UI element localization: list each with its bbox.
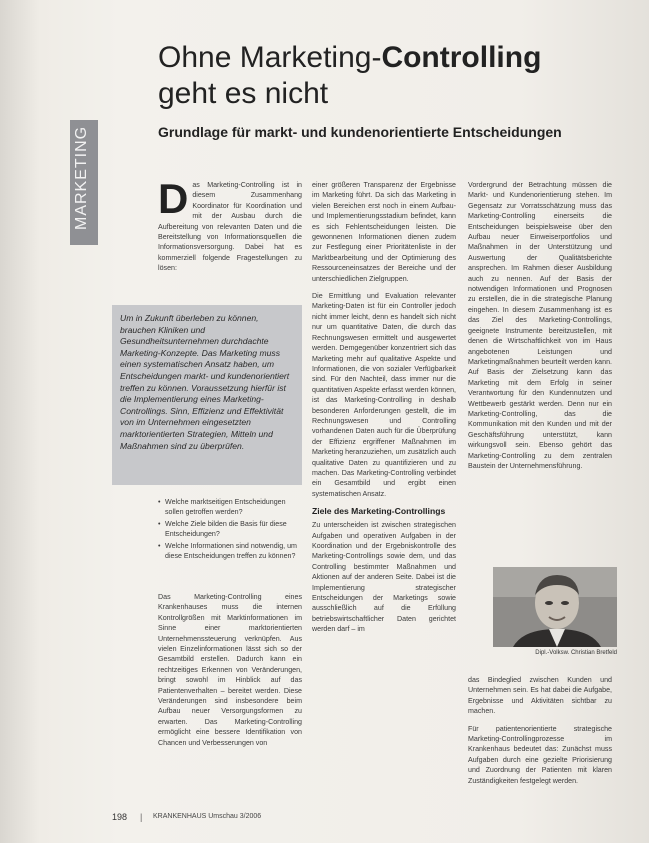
paragraph: Zu unterscheiden ist zwischen strategischen Aufgaben und operativen Aufgaben in der Koordination und der Ergebniskontrolle des Marketing-Controllings sowie dem, und das Controlling bestimmter Maßnahmen und Aktionen auf der anderen Seite. Dabei ist die Implementierung strategischer Entscheidungen der Marketings sowie ausschließlich auf die Erfüllung betriebswirtschaftlicher Daten gerichtet werden darf – im — [312, 521, 456, 634]
dropcap: D — [158, 180, 189, 222]
paragraph: Die Ermittlung und Evaluation relevanter Marketing-Daten ist für ein Controller jedoch nicht immer leicht, denn es handelt sich nicht nur um quantitative Daten, die durch das Rechnungswesen ermittelt und ausgewertet werden. Demgegenüber konzentriert sich das Marketing mehr auf qualitative Aspekte und Informationen, die von sozialer Verfügbarkeit sind. Für den Nachteil, dass immer nur die quantitativen Aspekte erfasst werden können, ist das Marketing-Controlling in deshalb besonderen Anforderungen gestellt, die im Rechnungswesen und Controlling vorhandenen Daten auch für die Überprüfung der Effizienz ergriffener Maßnahmen im Marketing heranzuziehen, um zusätzlich auch qualitative Daten zu quantifizieren und zu machen. Das Marketing-Controlling verbindet ein Gesamtbild und ergibt einen systematischen Ansatz. — [312, 292, 456, 498]
title-part1: Ohne Marketing- — [158, 41, 382, 74]
section-tab — [70, 120, 98, 245]
list-item: • Welche Ziele bilden die Basis für diese Entscheidungen? — [158, 519, 302, 540]
intro-text: as Marketing-Controlling ist in diesem Zusammenhang Koordinator für Koordination und mit der Ausbau durch die Aufbereitung von relevanten Daten und die Bereitstellung von Informationsquellen die Informationsversorgung. Dabei hat es kommerziell folgende Fragestellungen zu lösen: — [158, 181, 302, 273]
paragraph: einer größeren Transparenz der Ergebnisse im Marketing führt. Da sich das Marketing in vielen Bereichen erst noch in einem Aufbau- und Implementierungsstadium befindet, kann es sich Fehlentscheidungen leisten. Die gewonnenen Informationen dienen zudem zur Festlegung einer Prioritätenliste in der Marktbearbeitung und der Optimierung des Ressourceneinsatzes der Bereiche und der unterschiedlichen Zielgruppen. — [312, 181, 456, 283]
paragraph: Vordergrund der Betrachtung müssen die Markt- und Kundenorientierung stehen. Im Gegensatz zur Vorratsschätzung muss das Marketing-Controlling einerseits die Entscheidungen beispielsweise über den Aufbau neuer Einweiserportfolios und Maßnahmen in der Unterstützung und Auswertung der Qualitätsberichte ansprechen. Im Rahmen dieser Ausbildung auch zu nennen. Auf der Basis der notwendigen Informationen und Prognosen zu erstellen, die in die strategische Planung eingehen. In diesem Zusammenhang ist es das Ziel des Marketing-Controllings, geeignete Instrumente bereitzustellen, mit denen die Wirtschaftlichkeit von im Haus angebotenen Leistungen und Marketingmaßnahmen beurteilt werden kann. Auf Basis der Zielsetzung kann das Marketing mit dem Erfolg in seiner Verantwortung für den Kundennutzen und Wettbewerb gestärkt werden. Denn nur ein Marketing-Controlling, das die Kommunikation mit den Kunden und mit der Geschäftsführung unterstützt, kann wirkungsvoll sein. Ebenso gehört das Marketing-Controlling zu dem zentralen Baustein der Unternehmensführung. — [468, 181, 612, 470]
article-title — [158, 40, 628, 112]
section-label: MARKETING — [73, 125, 90, 230]
publication-name: KRANKENHAUS Umschau 3/2006 — [153, 813, 262, 820]
paragraph: Für patientenorientierte strategische Marketing-Controllingprozesse im Krankenhaus bedeutet das: Zunächst muss Aufgaben durch eine gezielte Priorisierung und Zuordnung der Patienten mit klaren Zuständigkeiten festgelegt werden. — [468, 724, 612, 785]
list-item: • Welche marktseitigen Entscheidungen sollen getroffen werden? — [158, 497, 302, 518]
portrait-image — [493, 567, 617, 647]
article-subtitle: Grundlage für markt- und kundenorientierte Entscheidungen — [158, 124, 562, 140]
column-2 — [312, 180, 456, 820]
section-heading: Ziele des Marketing-Controllings — [312, 506, 446, 517]
title-line2: geht es nicht — [158, 77, 329, 110]
page-number: 198 — [112, 812, 128, 822]
intro-column — [158, 180, 302, 295]
paragraph: Das Marketing-Controlling eines Krankenhauses muss die internen Kontrollgrößen mit Marktinformationen im Sinne einer marktorientierten Unternehmenssteuerung verknüpfen. Aus vielen Einzelinformationen lässt sich so der Gesamtbild erstellen. Dadurch kann ein rechtzeitiges Erkennen von Veränderungen, bringt sowohl im Hinblick auf das Patientenverhalten – bereitet werden. Diese Veränderungen sind insbesondere beim Aufbau neuer Versorgungsformen zu erwarten. Das Marketing-Controlling ermöglicht eine bessere Identifikation von Chancen und Verbesserungen von — [158, 593, 302, 747]
footer-separator: | — [140, 812, 143, 822]
question-list — [158, 497, 302, 562]
column-3 — [468, 180, 612, 555]
list-item: • Welche Informationen sind notwendig, um diese Entscheidungen treffen zu können? — [158, 541, 302, 562]
pull-quote-box — [112, 305, 302, 485]
pull-quote-text: Um in Zukunft überleben zu können, brauchen Kliniken und Gesundheitsunternehmen durchdachte Marketing-Konzepte. Das Marketing muss einen systematischen Ansatz haben, um Entscheidungen markt- und kundenorientiert treffen zu können. Voraussetzung hierfür ist die Implementierung eines Marketing-Controllings. Sinn, Effizienz und Effektivität von im Unternehmen eingesetzten marktorientierten Strategien, Mitteln und Maßnahmen sind zu überprüfen. — [120, 313, 290, 451]
photo-caption: Dipl.-Volksw. Christian Bretfeld — [535, 650, 617, 656]
paragraph: das Bindeglied zwischen Kunden und Unternehmen sein. Es hat dabei die Aufgabe, Ergebnisse und Aktivitäten sichtbar zu machen. — [468, 676, 612, 716]
column-3-lower — [468, 675, 612, 810]
author-photo — [493, 567, 617, 647]
column-1-body — [158, 592, 302, 817]
title-bold: Controlling — [381, 41, 542, 74]
